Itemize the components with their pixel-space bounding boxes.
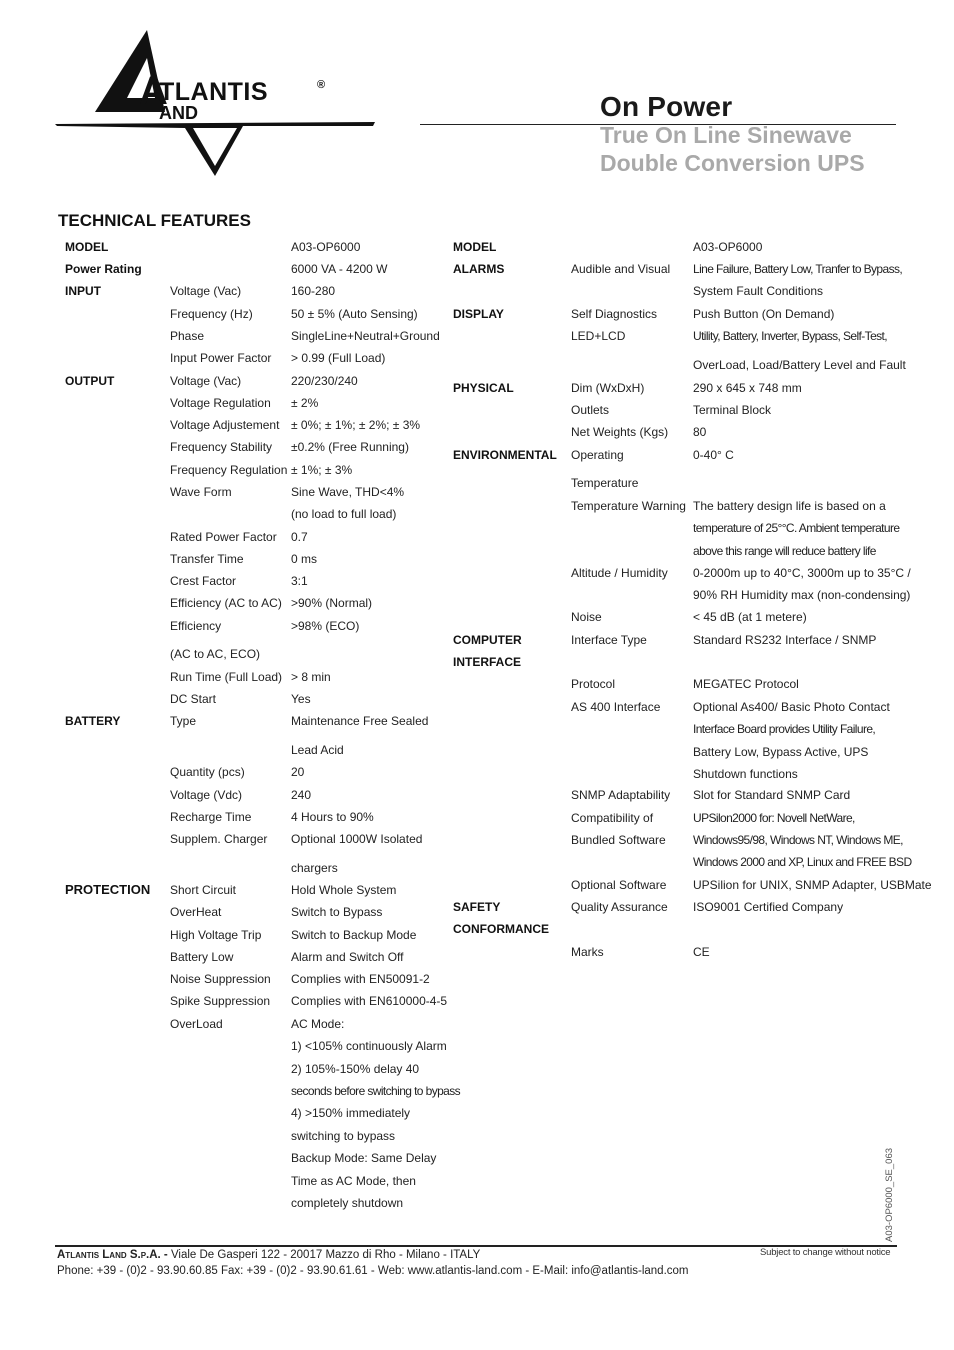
left-value: AC Mode: [291,1017,345,1031]
right-category: SAFETY [453,900,501,914]
right-category: CONFORMANCE [453,922,549,936]
left-parameter: Input Power Factor [170,351,272,365]
footer-contacts: Phone: +39 - (0)2 - 93.90.60.85 Fax: +39 - (0)2 - 93.90.61.61 - Web: www.atlantis-land.com - E-Mail: info@atlantis-land.com [57,1265,689,1277]
left-parameter: Noise Suppression [170,972,271,986]
left-value: 2) 105%-150% delay 40 [291,1062,420,1076]
left-parameter: Quantity (pcs) [170,765,245,779]
left-parameter: Supplem. Charger [170,832,268,846]
left-value: ± 1%; ± 3% [291,463,353,477]
left-value: SingleLine+Neutral+Ground [291,329,440,343]
svg-text:AND: AND [159,103,198,123]
left-category: OUTPUT [65,374,115,388]
left-parameter: OverHeat [170,905,222,919]
left-value: 0.7 [291,530,308,544]
right-value: Optional As400/ Basic Photo Contact [693,700,890,714]
left-value: 0 ms [291,552,318,566]
right-value: 290 x 645 x 748 mm [693,381,802,395]
right-parameter: Marks [571,945,604,959]
left-value: 160-280 [291,284,336,298]
right-value: The battery design life is based on a [693,499,886,513]
right-category: DISPLAY [453,307,504,321]
right-value: 0-40° C [693,448,734,462]
right-value: 0-2000m up to 40°C, 3000m up to 35°C / [693,566,911,580]
right-parameter: AS 400 Interface [571,700,661,714]
left-value: >90% (Normal) [291,596,373,610]
left-parameter: OverLoad [170,1017,223,1031]
left-parameter: Crest Factor [170,574,237,588]
left-parameter: Short Circuit [170,883,237,897]
right-parameter: Temperature Warning [571,499,686,513]
right-value: temperature of 25°°C. Ambient temperature [693,521,900,535]
left-parameter: Rated Power Factor [170,530,277,544]
left-parameter: Voltage Adjustement [170,418,280,432]
left-value: chargers [291,861,338,875]
right-category: COMPUTER [453,633,522,647]
left-value: switching to bypass [291,1129,396,1143]
right-value: Standard RS232 Interface / SNMP [693,633,877,647]
right-value: MEGATEC Protocol [693,677,799,691]
left-value: Sine Wave, THD<4% [291,485,405,499]
left-value: > 0.99 (Full Load) [291,351,386,365]
left-parameter: (AC to AC, ECO) [170,647,261,661]
left-value: A03-OP6000 [291,240,361,254]
left-category: BATTERY [65,714,121,728]
left-value: 220/230/240 [291,374,358,388]
left-value: ± 2% [291,396,319,410]
right-category: PHYSICAL [453,381,514,395]
right-value: Shutdown functions [693,767,798,781]
left-parameter: Battery Low [170,950,234,964]
document-code: A03-OP6000_SE_063 [884,1147,895,1242]
right-value: System Fault Conditions [693,284,824,298]
left-value: Switch to Backup Mode [291,928,417,942]
right-category: ENVIRONMENTAL [453,448,557,462]
footer-company: Atlantis Land S.p.A. - [57,1249,168,1261]
right-value: UPSilon2000 for: Novell NetWare, [693,811,855,825]
left-value: Complies with EN610000-4-5 [291,994,448,1008]
right-value: Windows95/98, Windows NT, Windows ME, [693,833,903,847]
right-value: A03-OP6000 [693,240,763,254]
right-parameter: SNMP Adaptability [571,788,671,802]
left-value: 50 ± 5% (Auto Sensing) [291,307,418,321]
left-value: ± 0%; ± 1%; ± 2%; ± 3% [291,418,421,432]
right-parameter: Audible and Visual [571,262,671,276]
left-value: (no load to full load) [291,507,397,521]
right-parameter: Protocol [571,677,616,691]
left-parameter: Spike Suppression [170,994,271,1008]
footer-street: Viale De Gasperi 122 - 20017 Mazzo di Rho - Milano - ITALY [167,1249,481,1261]
right-category: INTERFACE [453,655,522,669]
right-value: Terminal Block [693,403,772,417]
left-parameter: Type [170,714,197,728]
right-parameter: Outlets [571,403,610,417]
footer-rule [55,1245,897,1247]
right-parameter: Temperature [571,476,639,490]
left-category: Power Rating [65,262,142,276]
left-value: Complies with EN50091-2 [291,972,430,986]
right-value: 90% RH Humidity max (non-condensing) [693,588,911,602]
change-notice: Subject to change without notice [760,1247,891,1258]
right-parameter: Self Diagnostics [571,307,658,321]
right-value: CE [693,945,710,959]
right-value: Interface Board provides Utility Failure, [693,722,876,736]
left-value: completely shutdown [291,1196,404,1210]
left-value: 20 [291,765,305,779]
right-parameter: Operating [571,448,624,462]
left-parameter: Voltage (Vac) [170,374,242,388]
left-parameter: Transfer Time [170,552,244,566]
left-value: seconds before switching to bypass [291,1084,461,1098]
svg-text:TLANTIS: TLANTIS [159,78,269,106]
left-category: INPUT [65,284,101,298]
left-parameter: DC Start [170,692,217,706]
left-parameter: Efficiency (AC to AC) [170,596,282,610]
left-value: Alarm and Switch Off [291,950,404,964]
right-value: 80 [693,425,707,439]
left-value: Time as AC Mode, then [291,1174,416,1188]
left-parameter: Wave Form [170,485,232,499]
left-value: Backup Mode: Same Delay [291,1151,437,1165]
left-parameter: Voltage Regulation [170,396,271,410]
right-parameter: Dim (WxDxH) [571,381,645,395]
footer-address [57,1249,480,1261]
left-value: Switch to Bypass [291,905,383,919]
right-value: Battery Low, Bypass Active, UPS [693,745,869,759]
left-value: ±0.2% (Free Running) [291,440,409,454]
left-value: Lead Acid [291,743,344,757]
atlantis-land-logo [55,28,385,180]
left-value: 4) >150% immediately [291,1106,411,1120]
left-value: 4 Hours to 90% [291,810,374,824]
left-category: MODEL [65,240,109,254]
left-parameter: Run Time (Full Load) [170,670,283,684]
left-value: 3:1 [291,574,308,588]
right-parameter: Quality Assurance [571,900,668,914]
right-category: ALARMS [453,262,505,276]
page-subtitle-line-1: True On Line Sinewave [600,122,852,148]
left-parameter: Voltage (Vdc) [170,788,243,802]
right-value: Windows 2000 and XP, Linux and FREE BSD [693,855,912,869]
left-parameter: Recharge Time [170,810,252,824]
right-parameter: Optional Software [571,878,667,892]
right-value: OverLoad, Load/Battery Level and Fault [693,358,906,372]
left-value: Hold Whole System [291,883,397,897]
left-value: Optional 1000W Isolated [291,832,423,846]
right-parameter: Interface Type [571,633,647,647]
left-value: Maintenance Free Sealed [291,714,429,728]
right-value: ISO9001 Certified Company [693,900,844,914]
left-parameter: Frequency Stability [170,440,273,454]
right-category: MODEL [453,240,497,254]
left-value: 6000 VA - 4200 W [291,262,388,276]
right-parameter: Noise [571,610,602,624]
right-value: < 45 dB (at 1 metere) [693,610,807,624]
left-parameter: Efficiency [170,619,222,633]
right-parameter: LED+LCD [571,329,626,343]
left-parameter: Voltage (Vac) [170,284,242,298]
left-category: PROTECTION [65,882,151,897]
right-value: Line Failure, Battery Low, Tranfer to Bypass, [693,262,903,276]
right-parameter: Compatibility of [571,811,654,825]
left-parameter: Phase [170,329,205,343]
right-value: above this range will reduce battery life [693,544,876,558]
svg-text:A: A [139,69,168,113]
right-value: Slot for Standard SNMP Card [693,788,851,802]
left-parameter: Frequency Regulation [170,463,288,477]
left-value: > 8 min [291,670,331,684]
right-value: Utility, Battery, Inverter, Bypass, Self-Test, [693,329,888,343]
right-parameter: Bundled Software [571,833,666,847]
left-value: 1) <105% continuously Alarm [291,1039,447,1053]
right-value: Push Button (On Demand) [693,307,835,321]
left-value: 240 [291,788,312,802]
right-parameter: Net Weights (Kgs) [571,425,669,439]
left-parameter: Frequency (Hz) [170,307,253,321]
left-value: Yes [291,692,311,706]
right-parameter: Altitude / Humidity [571,566,668,580]
page-title: On Power [600,91,733,122]
right-value: UPSilion for UNIX, SNMP Adapter, USBMate [693,878,932,892]
svg-text:®: ® [317,79,326,91]
left-parameter: High Voltage Trip [170,928,262,942]
left-value: >98% (ECO) [291,619,360,633]
page-subtitle-line-2: Double Conversion UPS [600,150,865,176]
section-title: TECHNICAL FEATURES [58,211,251,230]
